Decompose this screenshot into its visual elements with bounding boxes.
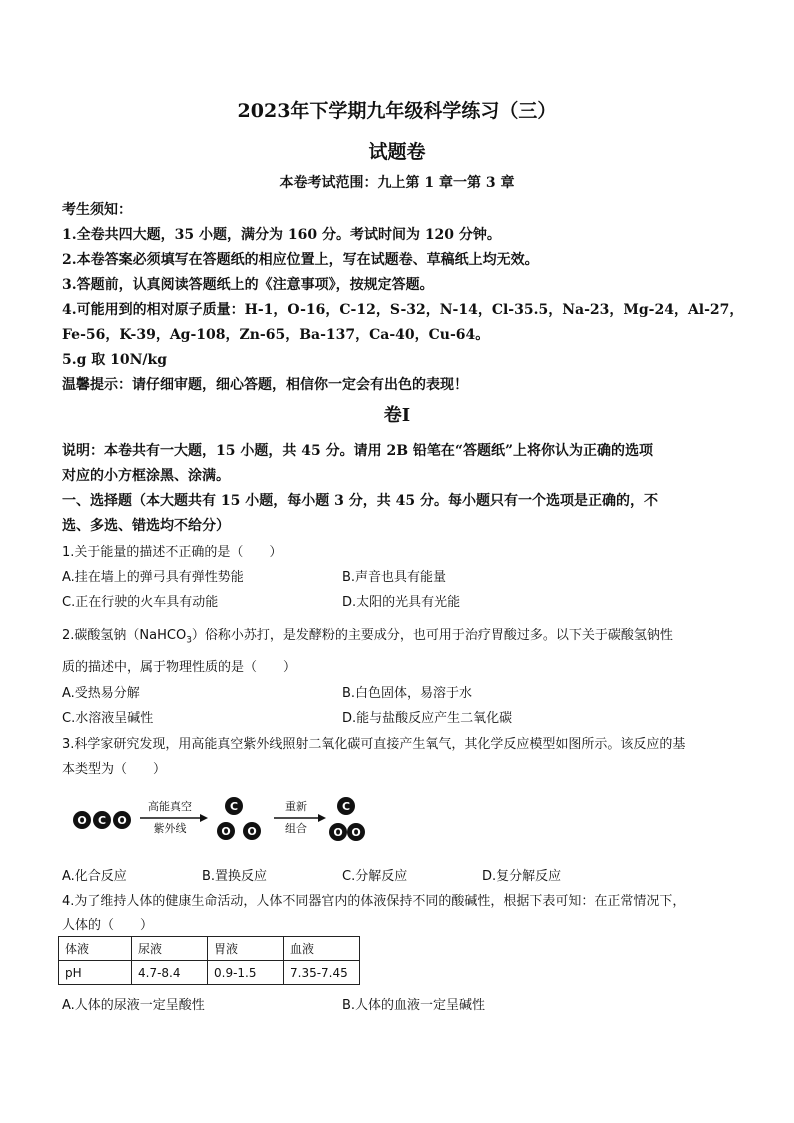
table-header-cell: 尿液: [132, 937, 208, 961]
carbon-atom-label: C: [341, 800, 351, 813]
notice-item: Fe-56，K-39，Ag-108，Zn-65，Ba-137，Ca-40，Cu-64。: [62, 327, 490, 343]
oxygen-atom-label: O: [247, 825, 257, 838]
notice-item: 1.全卷共四大题，35 小题，满分为 160 分。考试时间为 120 分钟。: [62, 227, 501, 243]
arrow-2-top-label: 重新: [285, 800, 307, 813]
notice-item: 3.答题前，认真阅读答题纸上的《注意事项》，按规定答题。: [62, 277, 434, 293]
notice-heading: 考生须知：: [62, 202, 132, 218]
question-2-option-a: A.受热易分解: [62, 686, 140, 701]
question-4-option-b: B.人体的血液一定呈碱性: [342, 998, 486, 1013]
question-3-stem-line2: 本类型为（ ）: [62, 762, 167, 777]
notice-item: 4.可能用到的相对原子质量：H-1，O-16，C-12，S-32，N-14，Cl-35.5，Na-23，Mg-24，Al-27，: [62, 302, 744, 318]
notice-tip: 温馨提示：请仔细审题，细心答题，相信你一定会有出色的表现！: [62, 377, 468, 393]
exam-title: 2023年下学期九年级科学练习（三）: [237, 100, 557, 122]
question-2-option-d: D.能与盐酸反应产生二氧化碳: [342, 711, 513, 726]
question-4-stem: 4.为了维持人体的健康生命活动，人体不同器官内的体液保持不同的酸碱性，根据下表可知：在正常情况下，: [62, 894, 686, 909]
exam-subtitle: 试题卷: [368, 141, 426, 163]
arrow-1-head-icon: [200, 814, 208, 822]
exam-scope: 本卷考试范围：九上第 1 章一第 3 章: [279, 175, 515, 191]
question-3-option-a: A.化合反应: [62, 869, 127, 884]
question-2-stem-post: ）俗称小苏打，是发酵粉的主要成分，也可用于治疗胃酸过多。以下关于碳酸氢钠性: [191, 628, 673, 643]
arrow-1-top-label: 高能真空: [148, 800, 192, 813]
section-description: 对应的小方框涂黑、涂满。: [62, 468, 230, 484]
product-molecules: [329, 797, 365, 841]
table-cell: 7.35-7.45: [284, 961, 360, 985]
question-2-option-c: C.水溶液呈碱性: [62, 711, 154, 726]
question-4-option-a: A.人体的尿液一定呈酸性: [62, 998, 205, 1013]
question-4-stem-line2: 人体的（ ）: [62, 918, 154, 933]
question-2-stem-pre: 2.碳酸氢钠（NaHCO: [62, 628, 187, 643]
question-1-option-a: A.挂在墙上的弹弓具有弹性势能: [62, 570, 244, 585]
ph-table: [58, 936, 360, 985]
question-1-option-c: C.正在行驶的火车具有动能: [62, 595, 219, 610]
table-cell: pH: [59, 961, 132, 985]
arrow-1-bottom-label: 紫外线: [153, 822, 187, 835]
carbon-atom-label: C: [229, 800, 239, 813]
arrow-2-head-icon: [318, 814, 326, 822]
section-description: 说明：本卷共有一大题，15 小题，共 45 分。请用 2B 铅笔在“答题纸”上将你认为正确的选项: [62, 443, 654, 459]
section-heading: 卷Ⅰ: [383, 405, 411, 426]
table-header-cell: 血液: [284, 937, 360, 961]
question-1-option-b: B.声音也具有能量: [342, 570, 447, 585]
reaction-model-diagram: [70, 796, 370, 846]
question-3-option-c: C.分解反应: [342, 869, 408, 884]
table-header-cell: 体液: [59, 937, 132, 961]
notice-item: 5.g 取 10N/kg: [62, 352, 168, 368]
question-3-option-d: D.复分解反应: [482, 869, 562, 884]
notice-item: 2.本卷答案必须填写在答题纸的相应位置上，写在试题卷、草稿纸上均无效。: [62, 252, 539, 268]
question-3-stem: 3.科学家研究发现，用高能真空紫外线照射二氧化碳可直接产生氧气，其化学反应模型如图所示。该反应的基: [62, 737, 686, 752]
question-3-option-b: B.置换反应: [202, 869, 268, 884]
oxygen-atom-label: O: [333, 826, 343, 839]
oxygen-atom-label: O: [117, 814, 127, 827]
question-2-stem: [62, 624, 673, 646]
part-heading: 选、多选、错选均不给分）: [62, 518, 230, 534]
separated-atoms: [217, 797, 261, 840]
table-row: [59, 961, 360, 985]
oxygen-atom-label: O: [351, 826, 361, 839]
question-1-stem: 1.关于能量的描述不正确的是（ ）: [62, 545, 283, 560]
formula-subscript: 3: [186, 635, 192, 646]
co2-molecule: [73, 811, 131, 829]
table-header-cell: 胃液: [208, 937, 284, 961]
question-2-option-b: B.白色固体，易溶于水: [342, 686, 473, 701]
question-1-option-d: D.太阳的光具有光能: [342, 595, 461, 610]
oxygen-atom-label: O: [221, 825, 231, 838]
table-row: [59, 937, 360, 961]
oxygen-atom-label: O: [77, 814, 87, 827]
question-2-stem-line2: 质的描述中，属于物理性质的是（ ）: [62, 660, 297, 675]
arrow-2-bottom-label: 组合: [285, 822, 307, 835]
table-cell: 0.9-1.5: [208, 961, 284, 985]
table-cell: 4.7-8.4: [132, 961, 208, 985]
part-heading: 一、选择题（本大题共有 15 小题，每小题 3 分，共 45 分。每小题只有一个选项是正确的，不: [62, 493, 658, 509]
carbon-atom-label: C: [97, 814, 107, 827]
